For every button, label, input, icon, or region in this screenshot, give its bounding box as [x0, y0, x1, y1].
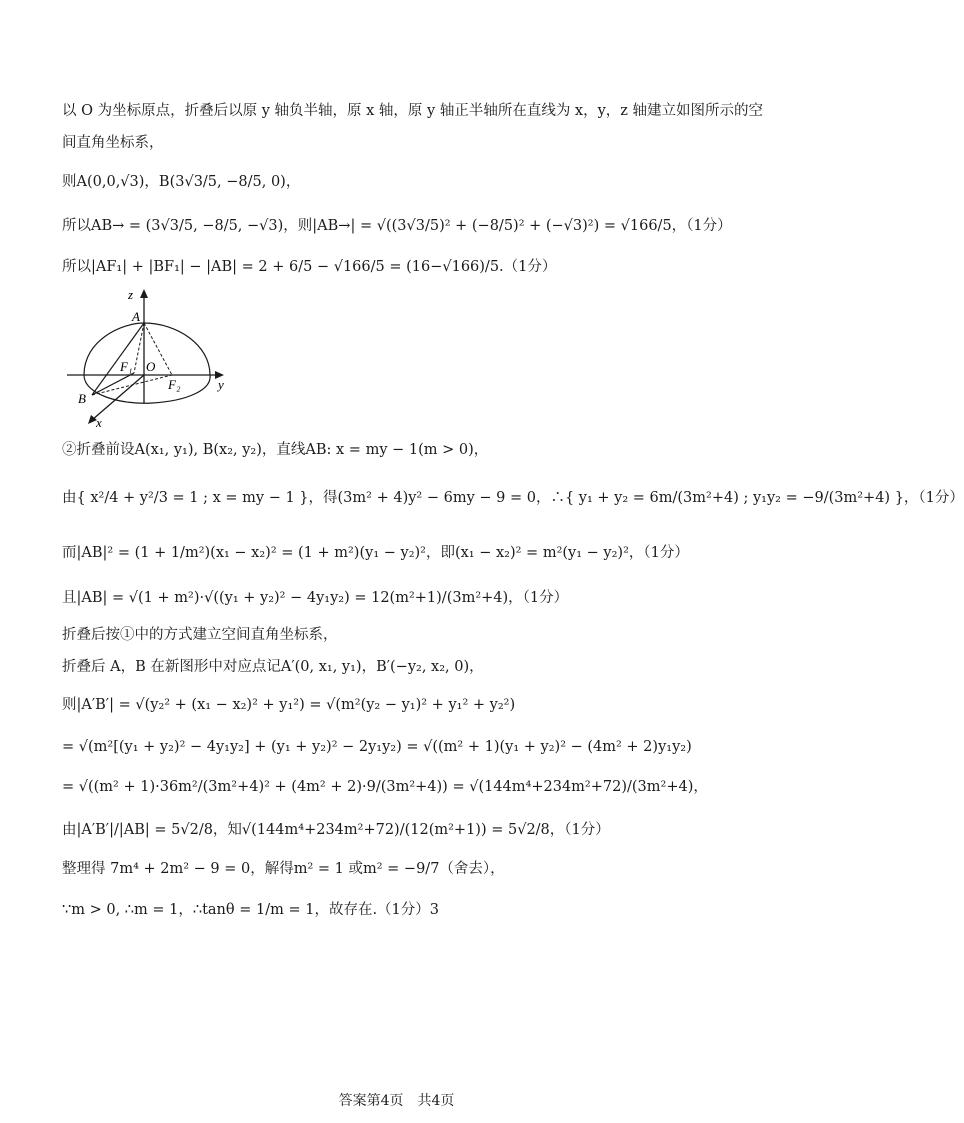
label-z: z	[128, 287, 134, 302]
conclusion: ∵m > 0, ∴m = 1，∴tanθ = 1/m = 1，故存在.（1分）3	[62, 902, 439, 918]
label-F1: F₁	[120, 359, 133, 374]
AB-length: 且|AB| = √(1 + m²)·√((y₁ + y₂)² − 4y₁y₂) = 12(m²+1)/(3m²+4)，（1分）	[62, 590, 569, 606]
sum-formula: 所以|AF₁| + |BF₁| − |AB| = 2 + 6/5 − √166/5 = (16−√166)/5.	[62, 259, 504, 275]
label-O: O	[146, 359, 156, 374]
text-line-2: 间直角坐标系，	[62, 135, 164, 151]
score-note: （1分）	[503, 259, 557, 275]
sum-of-lengths	[62, 257, 556, 277]
vector-AB-formula: 所以AB→ = (3√3/5, −8/5, −√3)，则|AB→| = √((3√3/5)² + (−8/5)² + (−√3)²) = √166/5，	[62, 218, 687, 234]
AprimeBprime-step3: = √((m² + 1)·36m²/(3m²+4)² + (4m² + 2)·9/(3m²+4)) = √(144m⁴+234m²+72)/(3m²+4)，	[62, 779, 708, 795]
AprimeBprime-step1: 则|A′B′| = √(y₂² + (x₁ − x₂)² + y₁²) = √(m²(y₂ − y₁)² + y₁² + y₂²)	[62, 697, 516, 713]
label-A: A	[132, 309, 140, 324]
ratio-equation: 由|A′B′|/|AB| = 5√2/8，知√(144m⁴+234m²+72)/(12(m²+1)) = 5√2/8，（1分）	[62, 822, 610, 838]
setup-line-AB: ②折叠前设A(x₁, y₁), B(x₂, y₂)，直线AB: x = my − 1(m > 0)，	[62, 442, 489, 458]
folded-ellipse-figure	[62, 285, 242, 430]
page-footer: 答案第4页 共4页	[338, 1093, 455, 1109]
label-B: B	[78, 391, 86, 406]
solve-m: 整理得 7m⁴ + 2m² − 9 = 0，解得m² = 1 或m² = −9/7（舍去），	[62, 861, 505, 877]
new-coordinates: 折叠后 A，B 在新图形中对应点记A′(0, x₁, y₁)，B′(−y₂, x₂, 0)，	[62, 659, 484, 675]
score-note: （1分）	[686, 218, 732, 234]
vector-AB-length	[62, 216, 732, 236]
coordinates-A-B: 则A(0,0,√3)，B(3√3/5, −8/5, 0)，	[62, 174, 301, 190]
text-line-1: 以 O 为坐标原点，折叠后以原 y 轴负半轴，原 x 轴，原 y 轴正半轴所在直线为 x，y，z 轴建立如图所示的空	[62, 103, 764, 119]
system-of-equations: 由{ x²/4 + y²/3 = 1 ; x = my − 1 }，得(3m² + 4)y² − 6my − 9 = 0，∴{ y₁ + y₂ = 6m/(3m²+4) ; y₁y₂ = −9/(3m²+4) }，（1分）	[62, 490, 964, 506]
label-y: y	[218, 377, 224, 392]
AprimeBprime-step2: = √(m²[(y₁ + y₂)² − 4y₁y₂] + (y₁ + y₂)² − 2y₁y₂) = √((m² + 1)(y₁ + y₂)² − (4m² + 2)y₁y₂)	[62, 739, 692, 755]
label-F2: F₂	[168, 377, 181, 392]
text-line-fold: 折叠后按①中的方式建立空间直角坐标系，	[62, 627, 338, 643]
label-x: x	[96, 415, 102, 430]
AB-squared: 而|AB|² = (1 + 1/m²)(x₁ − x₂)² = (1 + m²)(y₁ − y₂)²，即(x₁ − x₂)² = m²(y₁ − y₂)²，（1分）	[62, 545, 689, 561]
